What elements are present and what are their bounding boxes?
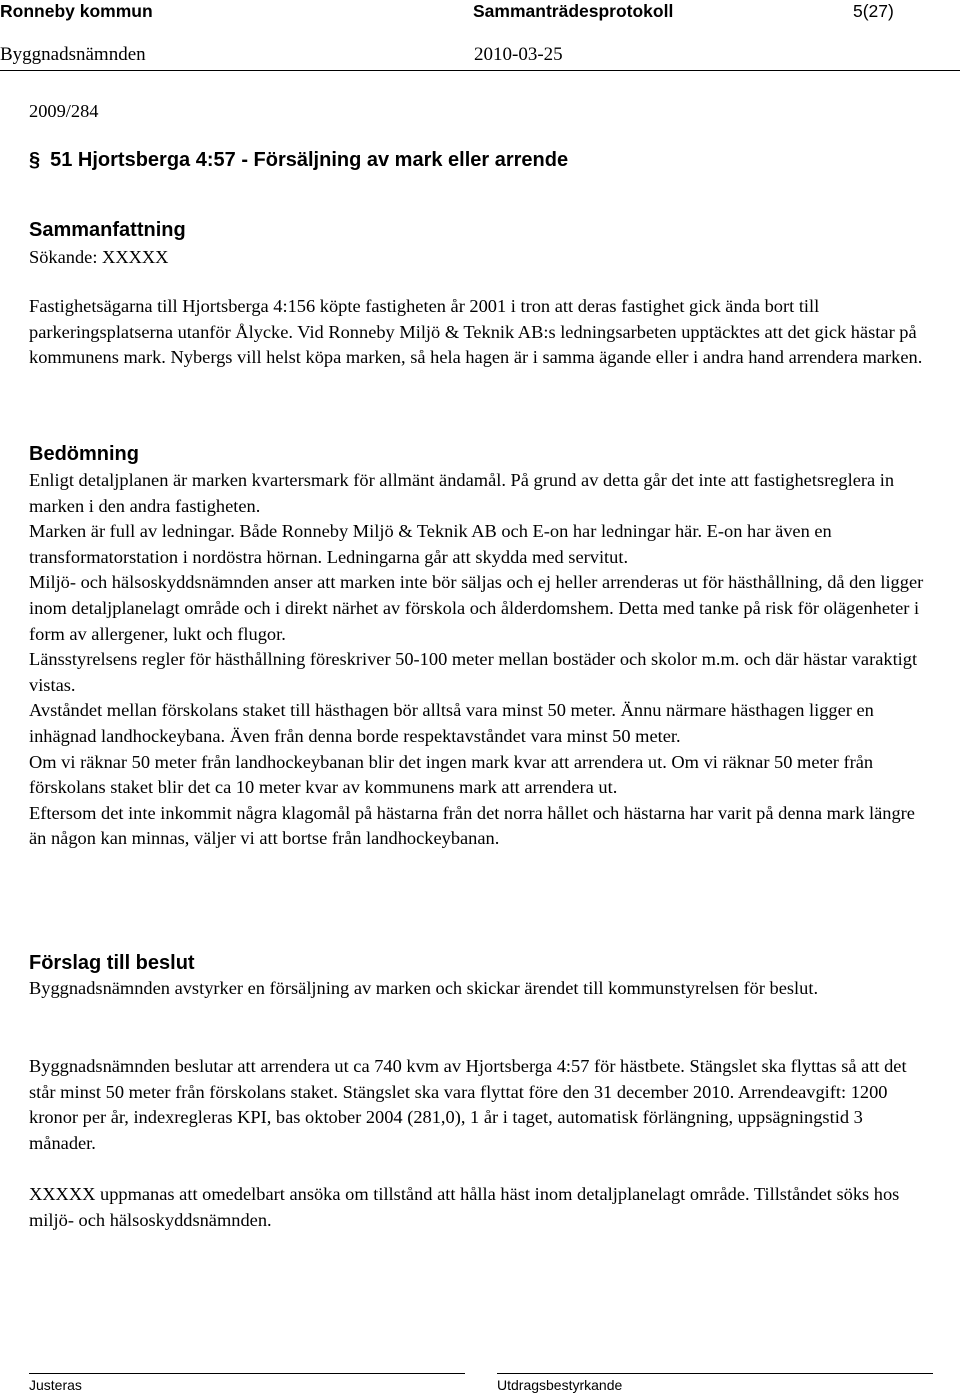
section-title — [29, 146, 568, 174]
section-symbol: § — [29, 149, 41, 171]
header-doc-type: Sammanträdesprotokoll — [473, 1, 674, 21]
proposal-body-1 — [29, 976, 934, 1002]
header-page-number: 5(27) — [853, 1, 894, 21]
section-title-text: 51 Hjortsberga 4:57 - Försäljning av mark eller arrende — [50, 149, 569, 171]
summary-applicant: Sökande: XXXXX — [29, 247, 169, 267]
footer-rule-left — [29, 1373, 465, 1374]
assessment-paragraph: Eftersom det inte inkommit några klagomål på hästarna från det norra hållet och hästarna har varit på denna mark längre än någon kan minnas, väljer vi att bortse från landhockeybanan. — [29, 802, 915, 849]
proposal-paragraph: XXXXX uppmanas att omedelbart ansöka om tillstånd att hålla häst inom detaljplanelagt område. Tillståndet söks hos miljö- och hälsoskyddsnämnden. — [29, 1184, 900, 1230]
header-municipality: Ronneby kommun — [0, 1, 153, 21]
assessment-paragraph: Om vi räknar 50 meter från landhockeybanan blir det ingen mark kvar att arrendera ut. Om vi räknar 50 meter från förskolans staket blir det ca 10 meter kvar av kommunens mark att arrendera ut. — [29, 751, 874, 798]
footer-utdragsbestyrkande: Utdragsbestyrkande — [497, 1377, 623, 1393]
header-committee: Byggnadsnämnden — [0, 44, 146, 65]
assessment-paragraph: Avståndet mellan förskolans staket till hästhagen bör alltså vara minst 50 meter. Ännu närmare hästhagen ligger en inhägnad landhockeybana. Även från denna borde respektavståndet vara minst 50 meter. — [29, 700, 874, 746]
header-divider — [0, 70, 960, 71]
summary-paragraph — [29, 294, 934, 371]
proposal-paragraph: Byggnadsnämnden beslutar att arrendera ut ca 740 kvm av Hjortsberga 4:57 för hästbete. Stängslet ska flyttas så att det står minst 50 meter från förskolans staket. Stängslet ska vara flyttat före den 31 december 2010. Arrendeavgift: 1200 kronor per år, indexregleras KPI, bas oktober 2004 (281,0), 1 år i taget, automatisk förlängning, uppsägningstid 3 månader. — [29, 1056, 907, 1153]
proposal-body-2 — [29, 1054, 934, 1156]
assessment-paragraph: Enligt detaljplanen är marken kvartersmark för allmänt ändamål. På grund av detta går det inte att fastighetsreglera in marken i den andra fastigheten. — [29, 470, 895, 516]
proposal-body-3 — [29, 1182, 934, 1233]
assessment-paragraph: Marken är full av ledningar. Både Ronneby Miljö & Teknik AB och E-on har ledningar här. E-on har även en transformatorstation i nordöstra hörnan. Ledningarna går att skydda med servitut. — [29, 521, 832, 567]
proposal-heading: Förslag till beslut — [29, 952, 195, 974]
assessment-paragraph: Miljö- och hälsoskyddsnämnden anser att marken inte bör säljas och ej heller arrenderas ut för hästhållning, då den ligger inom detaljplanelagt område och i direkt närhet av förskola och ålderdomshem. Detta med tanke på risk för olägenheter i form av allergener, lukt och flugor. — [29, 572, 924, 644]
footer-rule-right — [497, 1373, 933, 1374]
header-date: 2010-03-25 — [474, 44, 563, 65]
summary-text: Fastighetsägarna till Hjortsberga 4:156 köpte fastigheten år 2001 i tron att deras fastighet gick ända bort till parkeringsplatserna utanför Ålycke. Vid Ronneby Miljö & Teknik AB:s ledningsarbeten upptäcktes att det gick hästar på kommunens mark. Nybergs vill helst köpa marken, så hela hagen är i samma ägande eller i andra hand arrendera marken. — [29, 296, 923, 368]
proposal-paragraph: Byggnadsnämnden avstyrker en försäljning av marken och skickar ärendet till kommunstyrelsen för beslut. — [29, 978, 819, 998]
assessment-paragraph: Länsstyrelsens regler för hästhållning föreskriver 50-100 meter mellan bostäder och skolor m.m. och där hästar varaktigt vistas. — [29, 649, 918, 695]
footer-justeras: Justeras — [29, 1377, 82, 1393]
case-number: 2009/284 — [29, 101, 99, 121]
summary-heading: Sammanfattning — [29, 219, 186, 241]
assessment-heading: Bedömning — [29, 443, 139, 465]
assessment-body — [29, 468, 934, 852]
